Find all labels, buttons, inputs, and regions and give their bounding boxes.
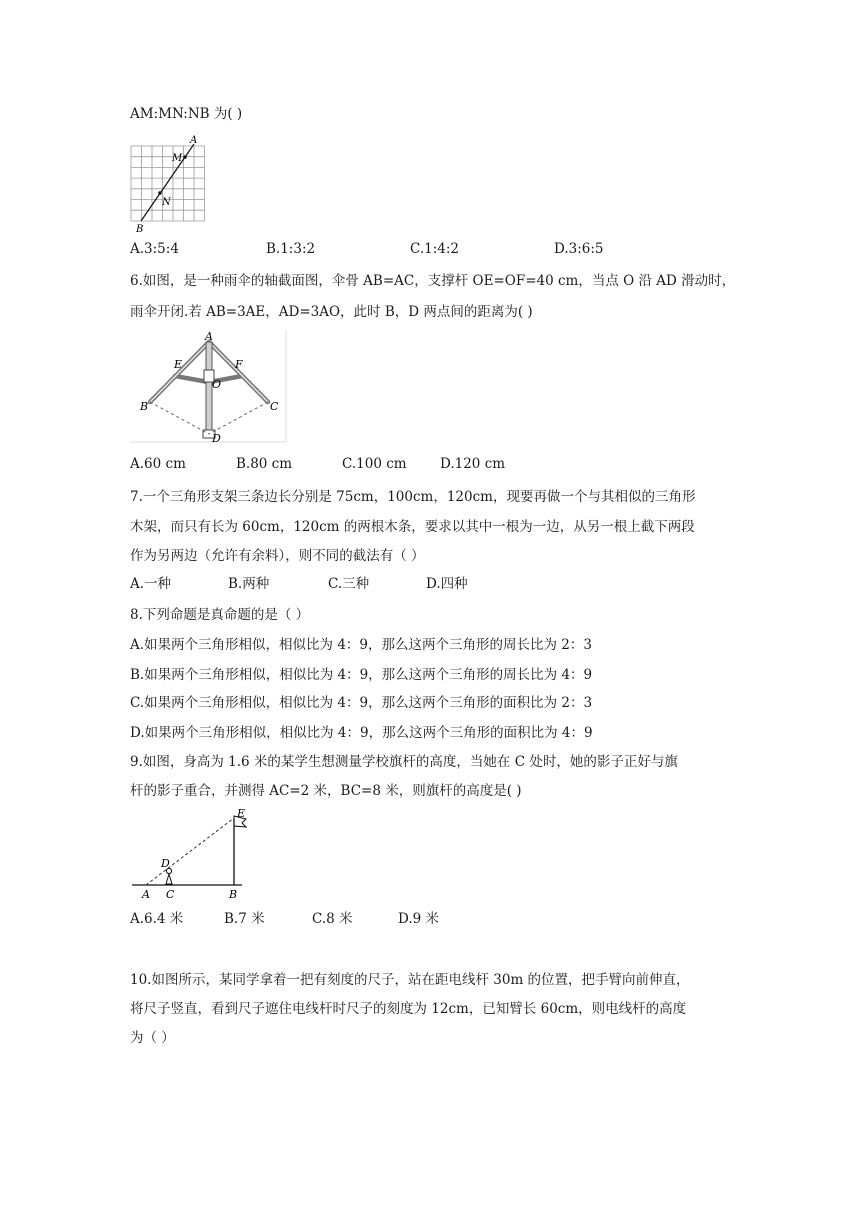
q5-label-a: A <box>190 135 198 146</box>
q9-stem-line-2: 杆的影子重合，并测得 AC=2 米，BC=8 米，则旗杆的高度是( ) <box>130 783 522 799</box>
q6-stem-line-2: 雨伞开闭.若 AB=3AE，AD=3AO，此时 B，D 两点间的距离为( ) <box>130 304 533 320</box>
q6-stem-line-1: 6.如图，是一种雨伞的轴截面图，伞骨 AB=AC，支撑杆 OE=OF=40 cm，当点 O 沿 AD 滑动时， <box>130 273 736 289</box>
q9-label-a: A <box>142 888 150 901</box>
q7-option-a: A.一种 <box>130 576 172 592</box>
q5-option-a: A.3:5:4 <box>130 241 179 257</box>
q6-label-c: C <box>270 400 279 413</box>
q10-stem-line-2: 将尺子竖直，看到尺子遮住电线杆时尺子的刻度为 12cm，已知臂长 60cm，则电线杆的高度 <box>130 1001 687 1017</box>
q9-option-d: D.9 米 <box>398 911 440 927</box>
q5-label-m: M <box>172 153 183 164</box>
q8-option-b: B.如果两个三角形相似，相似比为 4：9，那么这两个三角形的周长比为 4：9 <box>130 667 593 683</box>
q5-grid-figure <box>128 134 212 238</box>
q6-label-e: E <box>174 358 183 371</box>
q8-option-c: C.如果两个三角形相似，相似比为 4：9，那么这两个三角形的面积比为 2：3 <box>130 695 593 711</box>
q9-label-c: C <box>166 888 175 901</box>
q6-label-o: O <box>212 378 222 391</box>
q6-umbrella-figure <box>130 330 288 448</box>
q6-label-f: F <box>235 358 243 371</box>
q9-option-c: C.8 米 <box>312 911 353 927</box>
q9-flagpole-figure <box>130 808 254 908</box>
q6-label-a: A <box>205 330 213 343</box>
q8-option-d: D.如果两个三角形相似，相似比为 4：9，那么这两个三角形的面积比为 4：9 <box>130 725 593 741</box>
q5-option-c: C.1:4:2 <box>410 241 460 257</box>
q10-stem-line-1: 10.如图所示，某同学拿着一把有刻度的尺子，站在距电线杆 30m 的位置，把手臂向前伸直， <box>130 972 690 988</box>
q6-label-d: D <box>212 432 221 444</box>
q9-stem-line-1: 9.如图，身高为 1.6 米的某学生想测量学校旗杆的高度，当她在 C 处时，她的影子正好与旗 <box>130 754 678 770</box>
q6-label-b: B <box>140 400 149 413</box>
q10-stem-line-3: 为（ ） <box>130 1030 175 1046</box>
q5-label-n: N <box>162 197 171 208</box>
q9-label-d: D <box>161 857 170 870</box>
q5-label-b: B <box>136 224 144 234</box>
q7-option-d: D.四种 <box>426 576 468 592</box>
q7-stem-line-1: 7.一个三角形支架三条边长分别是 75cm，100cm，120cm，现要再做一个与其相似的三角形 <box>130 489 696 505</box>
q6-option-c: C.100 cm <box>342 456 407 472</box>
q9-option-b: B.7 米 <box>224 911 265 927</box>
q6-option-b: B.80 cm <box>236 456 293 472</box>
q7-stem-line-2: 木架，而只有长为 60cm，120cm 的两根木条，要求以其中一根为一边，从另一根上截下两段 <box>130 519 695 535</box>
q5-stem: AM:MN:NB 为( ) <box>130 106 243 122</box>
q9-label-e: E <box>237 808 246 820</box>
q6-option-a: A.60 cm <box>130 456 186 472</box>
q6-option-d: D.120 cm <box>440 456 506 472</box>
q9-label-b: B <box>229 888 238 901</box>
q9-option-a: A.6.4 米 <box>130 911 184 927</box>
q7-stem-line-3: 作为另两边（允许有余料），则不同的截法有（ ） <box>130 548 425 564</box>
q5-option-b: B.1:3:2 <box>266 241 316 257</box>
q8-stem: 8.下列命题是真命题的是（ ） <box>130 607 310 623</box>
q7-option-c: C.三种 <box>328 576 370 592</box>
q5-option-d: D.3:6:5 <box>554 241 604 257</box>
q8-option-a: A.如果两个三角形相似，相似比为 4：9，那么这两个三角形的周长比为 2：3 <box>130 637 592 653</box>
q7-option-b: B.两种 <box>228 576 270 592</box>
